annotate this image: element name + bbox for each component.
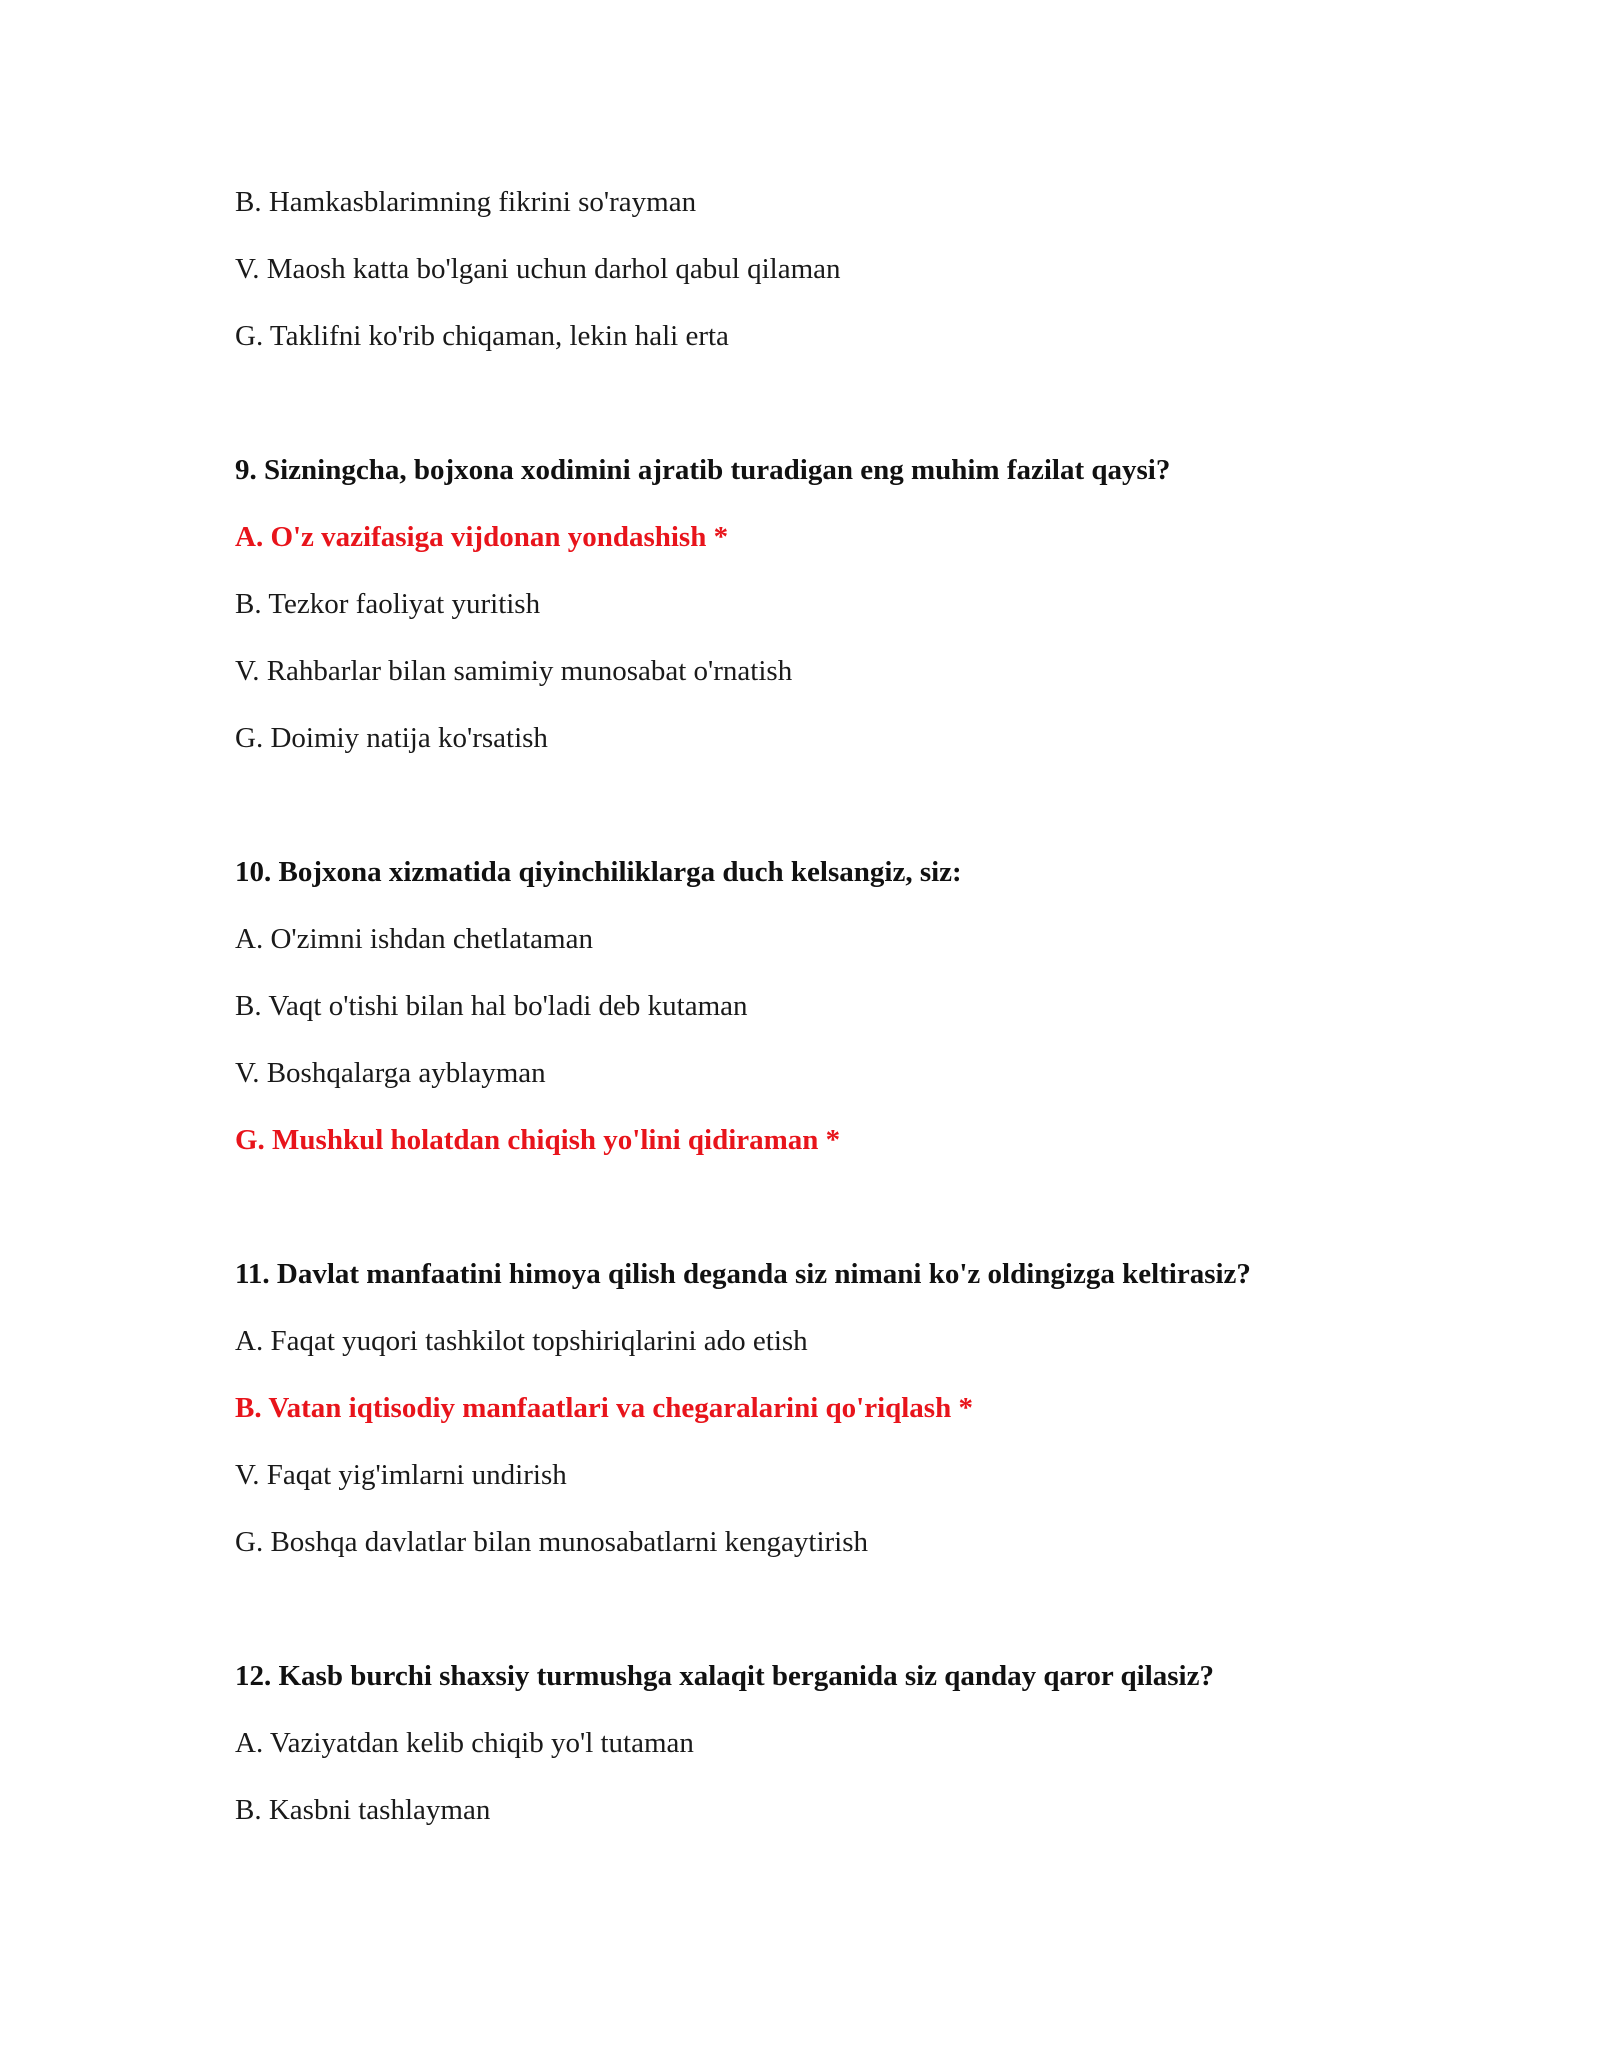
q12-question: 12. Kasb burchi shaxsiy turmushga xalaqit berganida siz qanday qaror qilasiz? xyxy=(235,1660,1214,1692)
q9-question: 9. Sizningcha, bojxona xodimini ajratib turadigan eng muhim fazilat qaysi? xyxy=(235,454,1171,486)
spacer xyxy=(235,386,1435,453)
q10-option-g-correct: G. Mushkul holatdan chiqish yo'lini qidiraman * xyxy=(235,1124,841,1156)
q12-option-a: A. Vaziyatdan kelib chiqib yo'l tutaman xyxy=(235,1727,694,1759)
q11-option-g: G. Boshqa davlatlar bilan munosabatlarni kengaytirish xyxy=(235,1526,869,1558)
q10-option-v: V. Boshqalarga ayblayman xyxy=(235,1057,546,1089)
spacer xyxy=(235,788,1435,855)
q10-option-b: B. Vaqt o'tishi bilan hal bo'ladi deb kutaman xyxy=(235,990,748,1022)
spacer xyxy=(235,1190,1435,1257)
q11-option-b-correct: B. Vatan iqtisodiy manfaatlari va chegaralarini qo'riqlash * xyxy=(235,1392,973,1424)
spacer xyxy=(235,1592,1435,1659)
q8-option-v: V. Maosh katta bo'lgani uchun darhol qabul qilaman xyxy=(235,253,841,285)
q11-question: 11. Davlat manfaatini himoya qilish deganda siz nimani ko'z oldingizga keltirasiz? xyxy=(235,1258,1251,1290)
question-8-block xyxy=(235,185,1435,354)
q10-question: 10. Bojxona xizmatida qiyinchiliklarga duch kelsangiz, siz: xyxy=(235,856,962,888)
q10-option-a: A. O'zimni ishdan chetlataman xyxy=(235,923,593,955)
question-12-block xyxy=(235,1659,1435,1828)
quiz-content xyxy=(235,185,1435,1860)
question-10-block xyxy=(235,855,1435,1158)
question-9-block xyxy=(235,453,1435,756)
q8-option-g: G. Taklifni ko'rib chiqaman, lekin hali erta xyxy=(235,320,729,352)
q11-option-v: V. Faqat yig'imlarni undirish xyxy=(235,1459,567,1491)
q9-option-b: B. Tezkor faoliyat yuritish xyxy=(235,588,541,620)
q8-option-b: B. Hamkasblarimning fikrini so'rayman xyxy=(235,186,697,218)
q9-option-a-correct: A. O'z vazifasiga vijdonan yondashish * xyxy=(235,521,729,553)
q9-option-g: G. Doimiy natija ko'rsatish xyxy=(235,722,548,754)
q9-option-v: V. Rahbarlar bilan samimiy munosabat o'rnatish xyxy=(235,655,793,687)
q12-option-b: B. Kasbni tashlayman xyxy=(235,1794,491,1826)
question-11-block xyxy=(235,1257,1435,1560)
q11-option-a: A. Faqat yuqori tashkilot topshiriqlarini ado etish xyxy=(235,1325,808,1357)
